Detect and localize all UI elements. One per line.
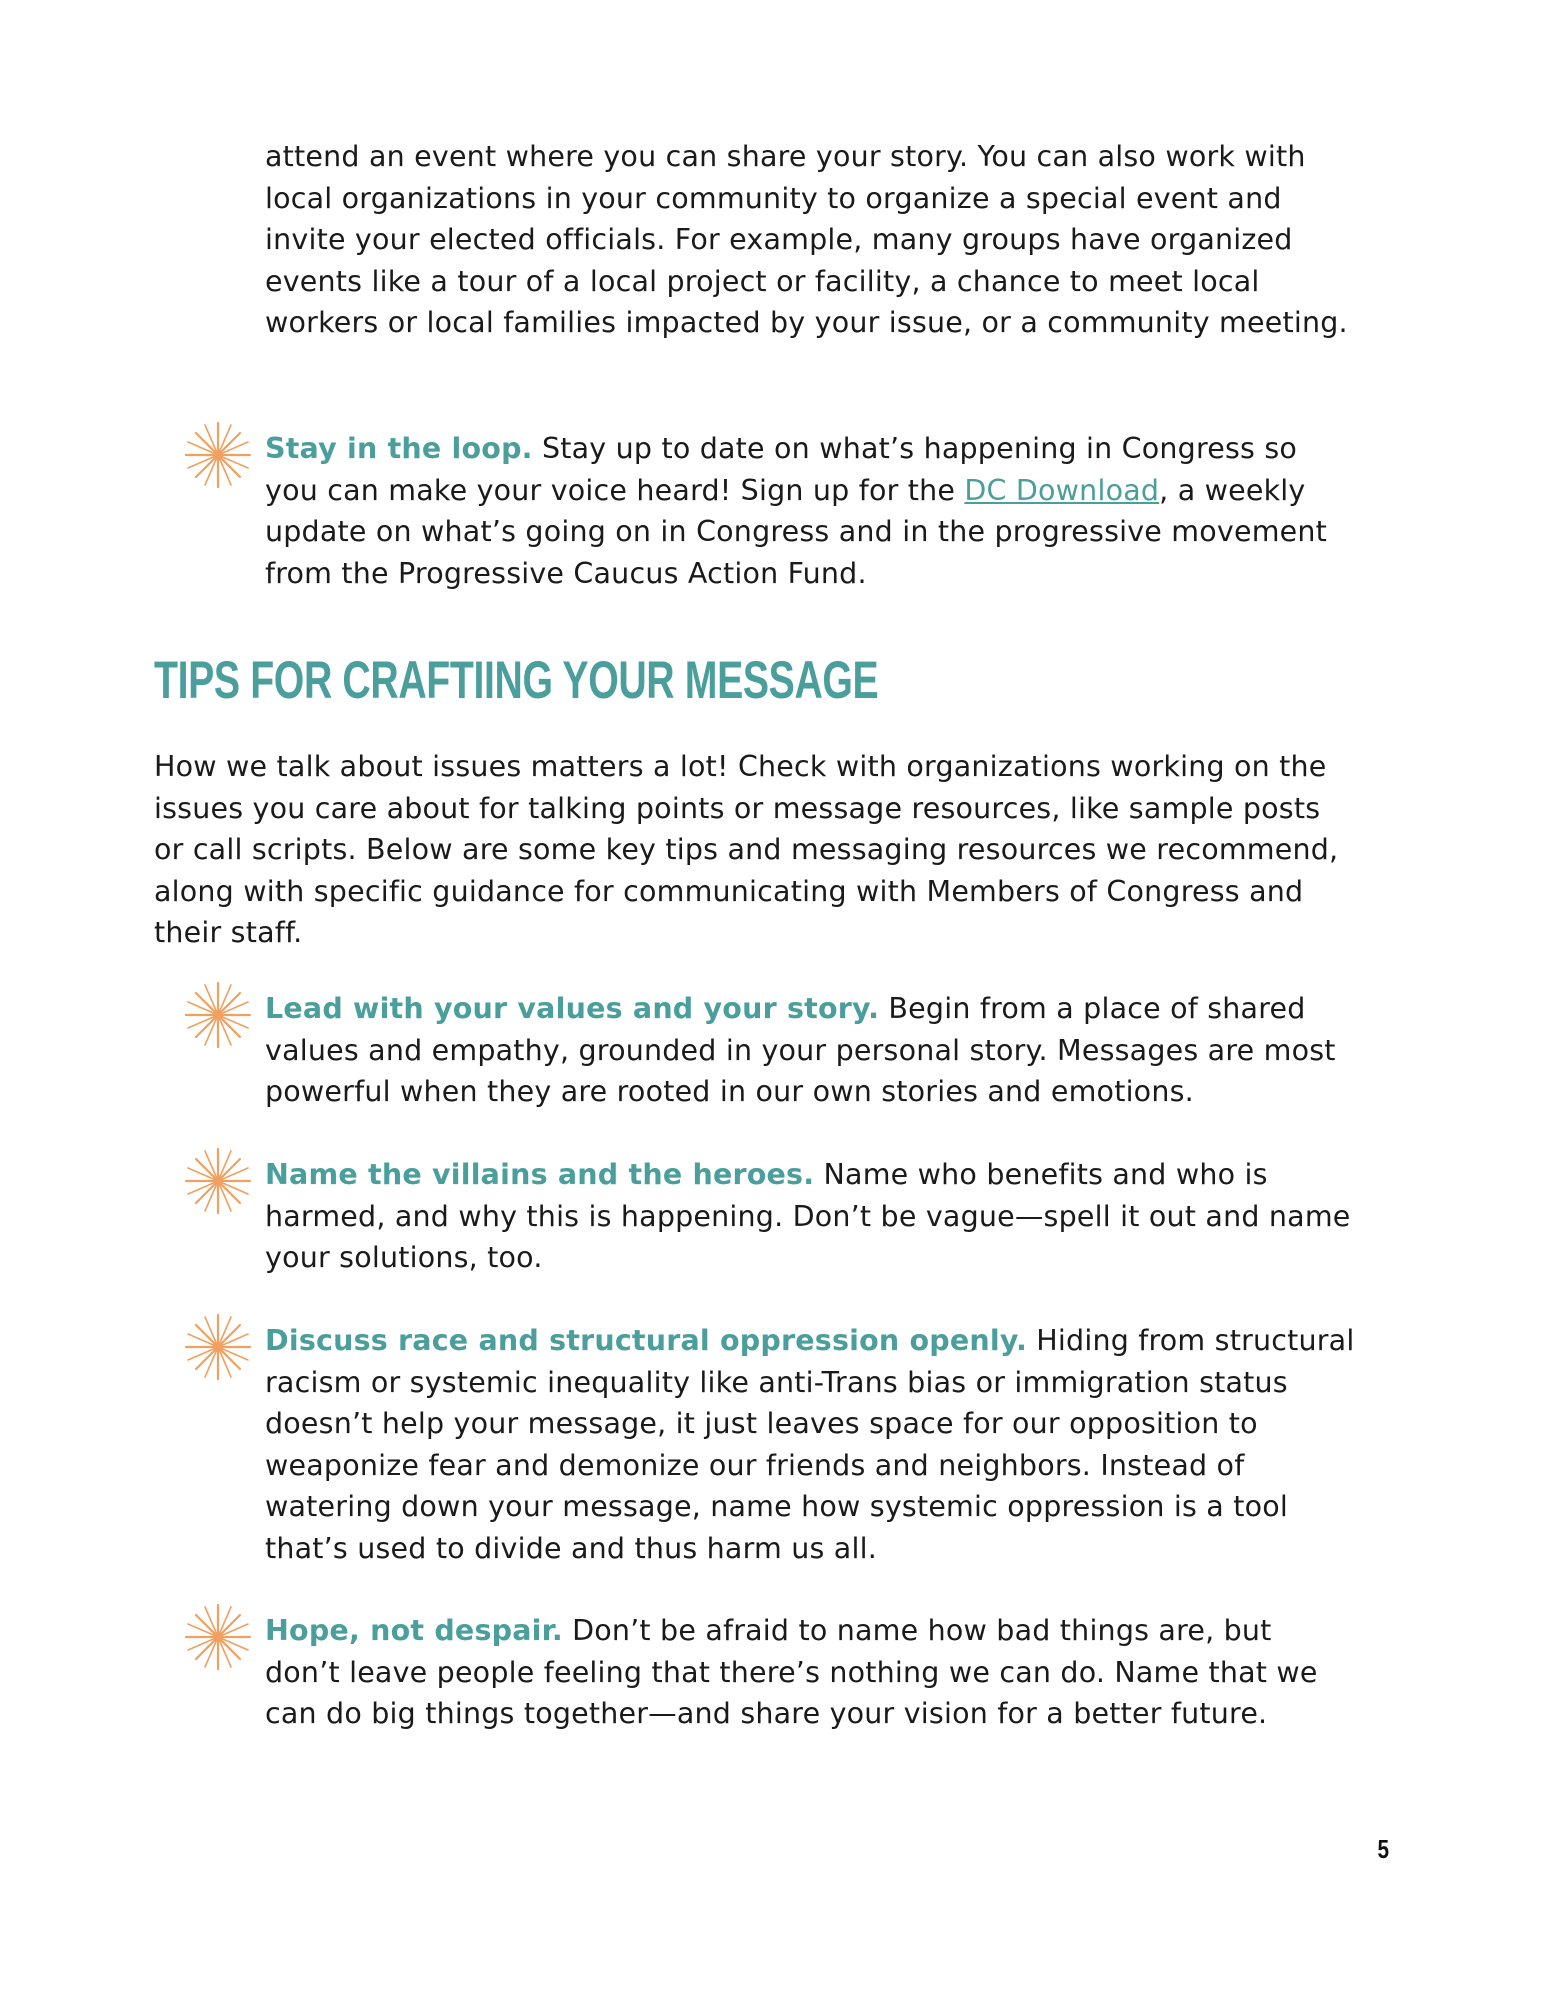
starburst-icon <box>183 1602 253 1672</box>
starburst-icon <box>183 980 253 1050</box>
tip-text: Begin from a place of shared values and empathy, grounded in your personal story. Messages are most powerful when they are rooted in our own stories and emotions. <box>265 992 1336 1109</box>
tip-item <box>265 988 1355 1113</box>
dc-download-link[interactable]: DC Download <box>964 473 1160 507</box>
tip-item <box>265 1610 1355 1735</box>
starburst-icon <box>183 420 253 490</box>
bullet-text: Stay up to date on what’s happening in Congress so you can make your voice heard! Sign up for the <box>265 432 1298 507</box>
tip-item <box>265 1154 1355 1279</box>
tip-lead: Discuss race and structural oppression openly. <box>265 1324 1028 1357</box>
tip-text: Name who benefits and who is harmed, and why this is happening. Don’t be vague—spell it out and name your solutions, too. <box>265 1158 1351 1275</box>
starburst-icon <box>183 1146 253 1216</box>
tip-text: Don’t be afraid to name how bad things are, but don’t leave people feeling that there’s nothing we can do. Name that we can do big things together—and share your vision for a better future. <box>265 1614 1318 1731</box>
tip-item <box>265 1320 1355 1570</box>
tip-lead: Hope, not despair. <box>265 1614 563 1647</box>
page-number: 5 <box>1377 1834 1390 1864</box>
tip-lead: Lead with your values and your story. <box>265 992 880 1025</box>
tip-text: Hiding from structural racism or systemic inequality like anti-Trans bias or immigration status doesn’t help your message, it just leaves space for our opposition to weaponize fear and demonize our friends and neighbors. Instead of watering down your message, name how systemic oppression is a tool that’s used to divide and thus harm us all. <box>265 1324 1355 1565</box>
continuation-paragraph: attend an event where you can share your story. You can also work with local organizations in your community to organize a special event and invite your elected officials. For example, many groups have organized events like a tour of a local project or facility, a chance to meet local workers or local families impacted by your issue, or a community meeting. <box>265 140 1348 340</box>
bullet-stay-in-loop <box>265 428 1355 594</box>
tip-lead: Name the villains and the heroes. <box>265 1158 815 1191</box>
section-heading: TIPS FOR CRAFTIING YOUR MESSAGE <box>154 651 879 710</box>
starburst-icon <box>183 1312 253 1382</box>
bullet-lead: Stay in the loop. <box>265 432 533 465</box>
bullet-text: , a weekly update on what’s going on in Congress and in the progressive movement from the Progressive Caucus Action Fund. <box>265 473 1328 590</box>
intro-paragraph: How we talk about issues matters a lot! Check with organizations working on the issues you care about for talking points or message resources, like sample posts or call scripts. Below are some key tips and messaging resources we recommend, along with specific guidance for communicating with Members of Congress and their staff. <box>154 750 1339 950</box>
